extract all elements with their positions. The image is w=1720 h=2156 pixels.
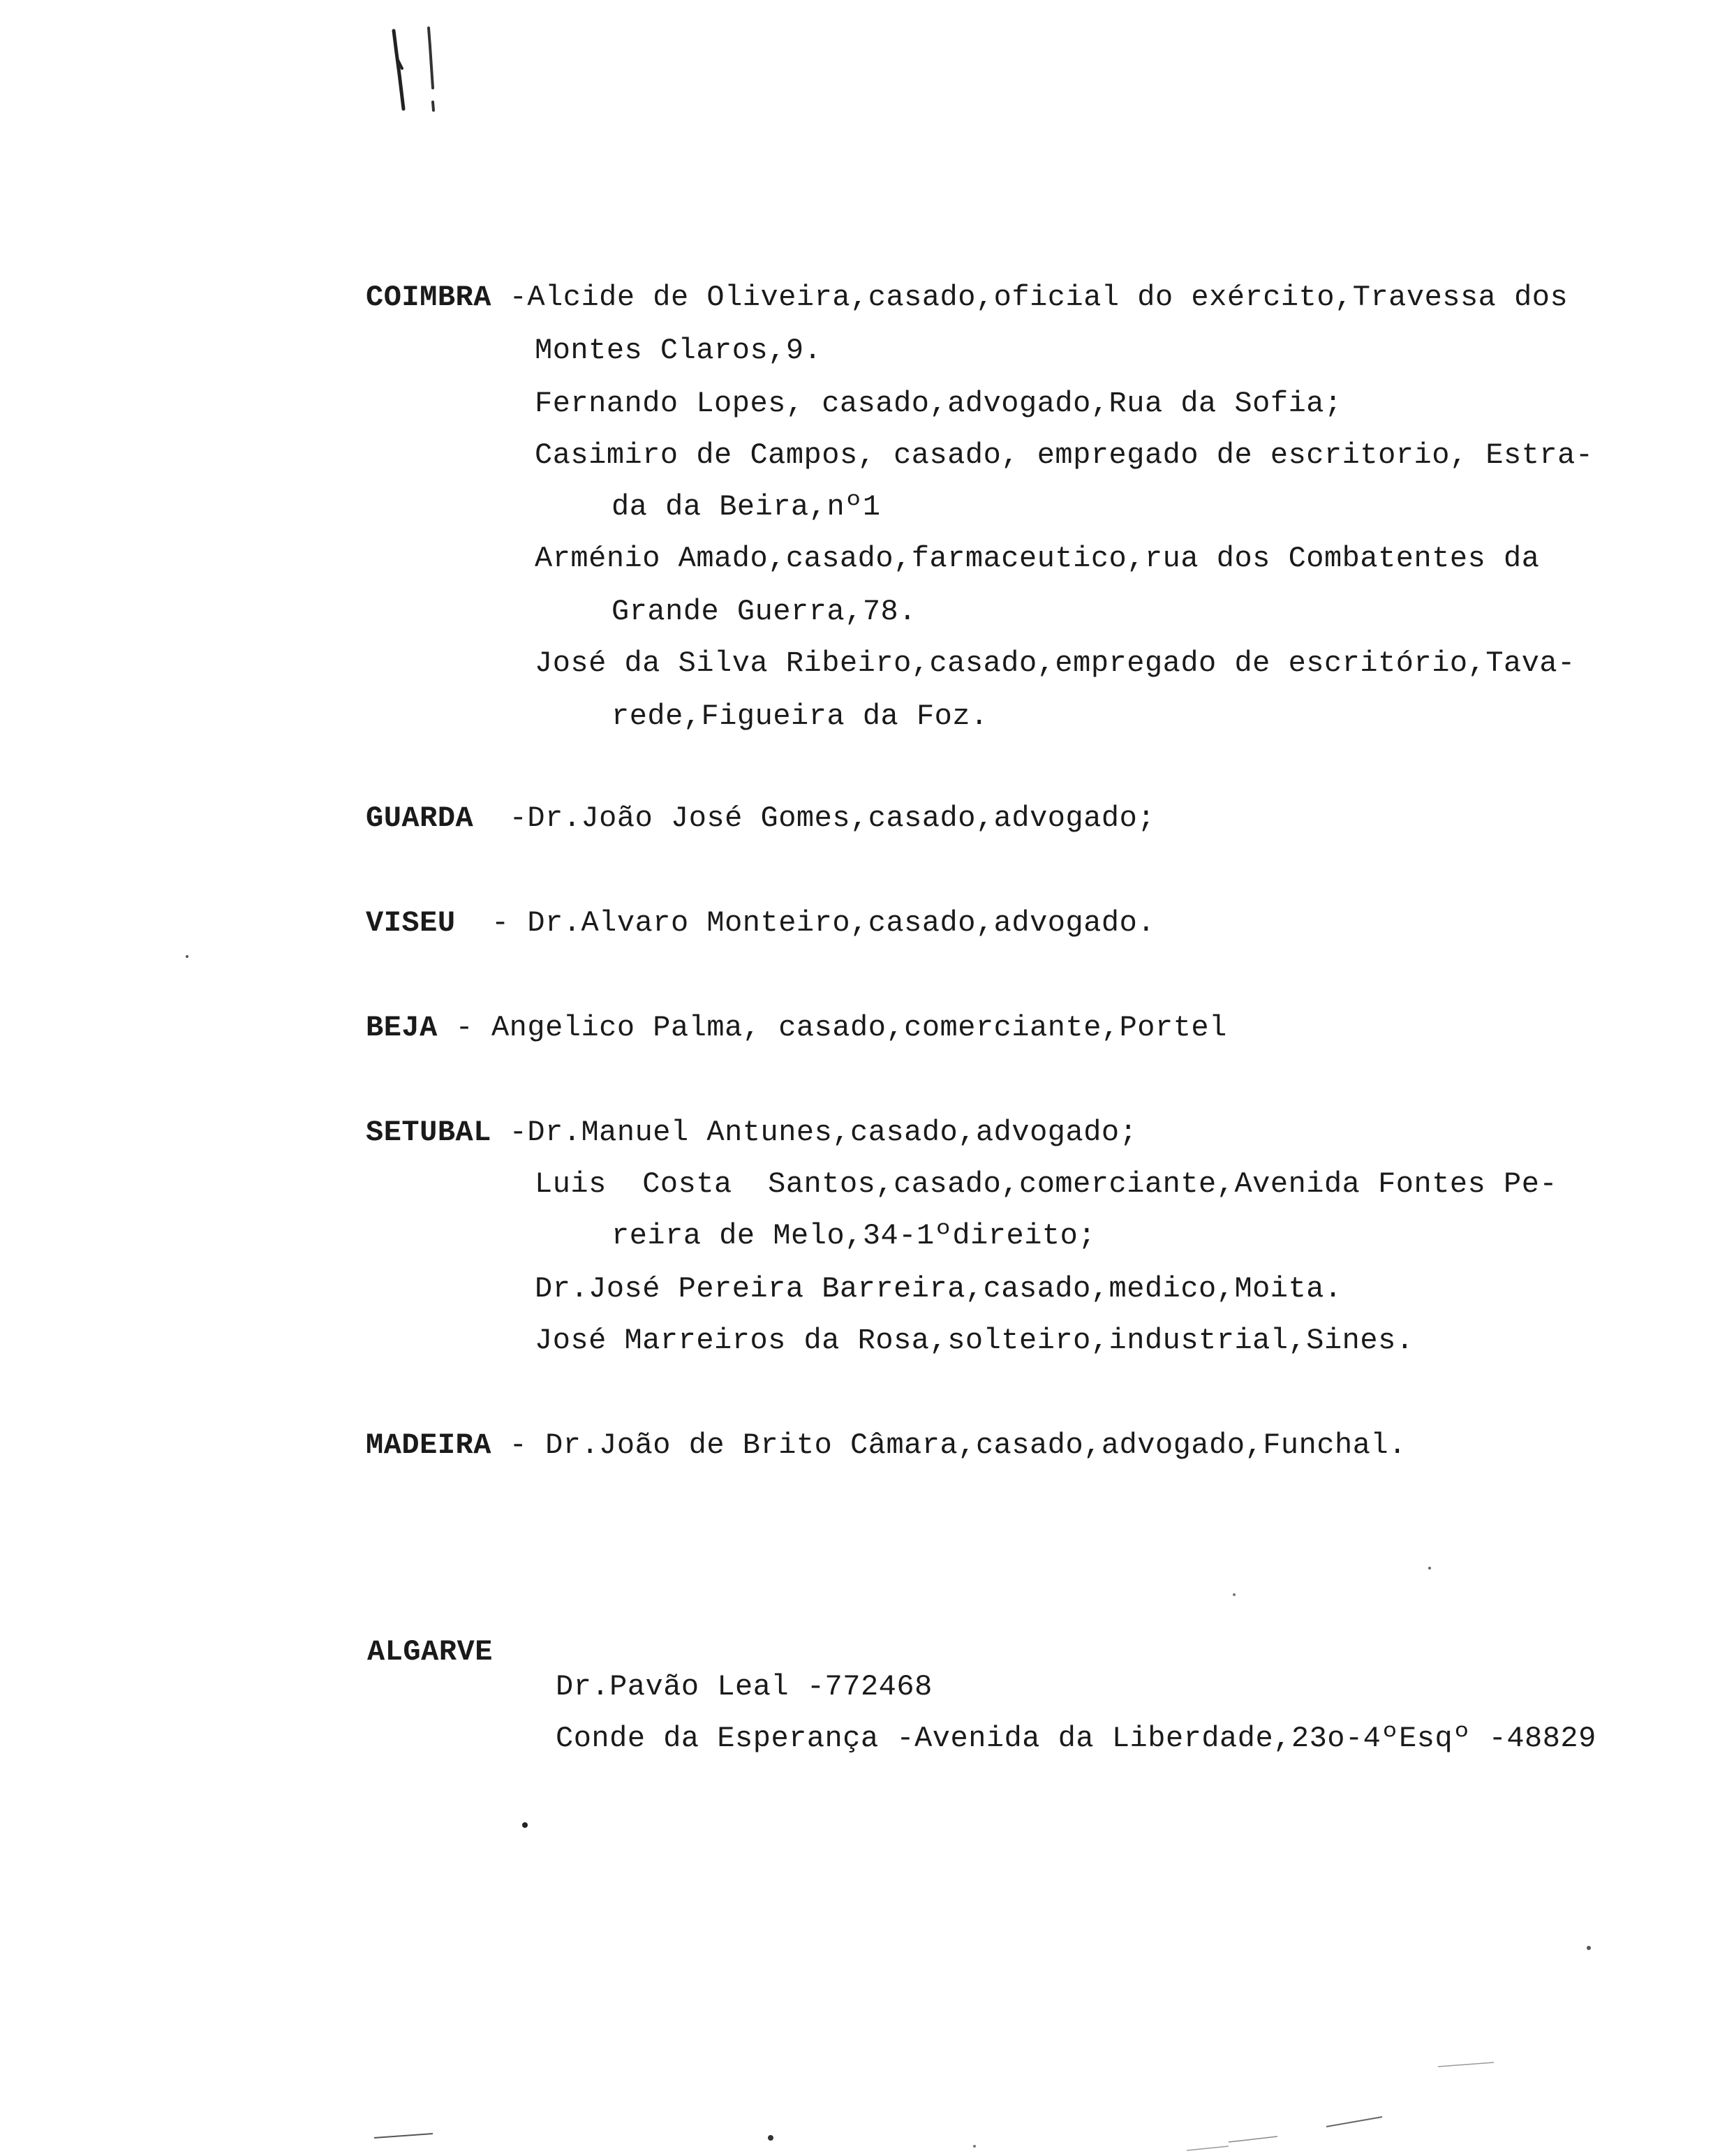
entry-line: Arménio Amado,casado,farmaceutico,rua dos Combatentes da <box>535 542 1540 575</box>
entry-line: Dr.José Pereira Barreira,casado,medico,Moita. <box>535 1272 1342 1306</box>
region-label: VISEU <box>366 906 456 940</box>
entry-line: Grande Guerra,78. <box>611 595 917 628</box>
entry-line: -Dr.Manuel Antunes,casado,advogado; <box>509 1116 1138 1149</box>
region-label: GUARDA <box>366 802 474 835</box>
region-label: COIMBRA <box>366 281 491 314</box>
entry-line: - Dr.Alvaro Monteiro,casado,advogado. <box>491 906 1156 940</box>
region-label: SETUBAL <box>366 1116 491 1149</box>
entry-line: Fernando Lopes, casado,advogado,Rua da Sofia; <box>535 387 1342 420</box>
entry-line: da da Beira,nº1 <box>611 490 881 524</box>
entry-line: Montes Claros,9. <box>535 334 822 367</box>
entry-line: rede,Figueira da Foz. <box>611 700 988 733</box>
entry-line: - Dr.João de Brito Câmara,casado,advogado,Funchal. <box>509 1428 1407 1462</box>
entry-line: -Dr.João José Gomes,casado,advogado; <box>509 802 1156 835</box>
entry-line: - Angelico Palma, casado,comerciante,Portel <box>455 1011 1227 1044</box>
section-algarve-label: ALGARVE <box>367 1635 493 1669</box>
entry-line: Casimiro de Campos, casado, empregado de escritorio, Estra- <box>535 438 1594 472</box>
region-label: BEJA <box>366 1011 438 1044</box>
region-label: MADEIRA <box>366 1428 491 1462</box>
entry-line: Luis Costa Santos,casado,comerciante,Avenida Fontes Pe- <box>535 1167 1558 1201</box>
entry-line: -Alcide de Oliveira,casado,oficial do exército,Travessa dos <box>509 281 1569 314</box>
entry-line: Conde da Esperança -Avenida da Liberdade,23o-4ºEsqº -48829 <box>556 1722 1596 1755</box>
entry-line: reira de Melo,34-1ºdireito; <box>611 1219 1097 1253</box>
entry-line: José Marreiros da Rosa,solteiro,industrial,Sines. <box>535 1324 1414 1357</box>
entry-line: Dr.Pavão Leal -772468 <box>556 1670 933 1704</box>
entry-line: José da Silva Ribeiro,casado,empregado de escritório,Tava- <box>535 647 1576 680</box>
